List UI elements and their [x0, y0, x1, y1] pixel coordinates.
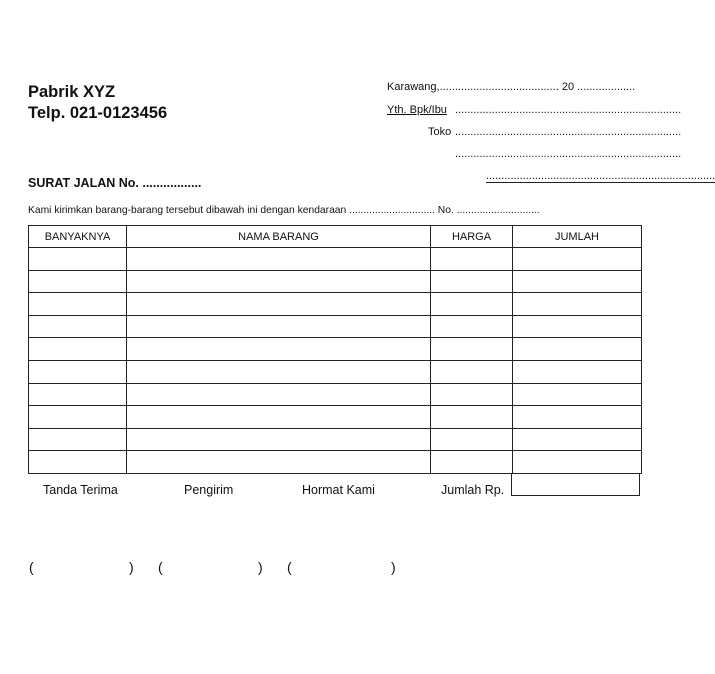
table-cell[interactable] — [127, 360, 431, 383]
document-title: SURAT JALAN No. ................. — [28, 176, 202, 190]
table-cell[interactable] — [29, 338, 127, 361]
jumlah-total-box[interactable] — [511, 474, 640, 496]
signature-open-paren-1: ( — [29, 559, 34, 575]
table-cell[interactable] — [431, 338, 513, 361]
table-row — [29, 315, 642, 338]
signature-open-paren-3: ( — [287, 559, 292, 575]
company-name: Pabrik XYZ — [28, 83, 116, 101]
table-cell[interactable] — [513, 451, 642, 474]
table-row — [29, 406, 642, 429]
signature-open-paren-2: ( — [158, 559, 163, 575]
store-label: Toko — [428, 126, 452, 138]
table-cell[interactable] — [29, 248, 127, 271]
table-cell[interactable] — [29, 428, 127, 451]
table-row — [29, 270, 642, 293]
table-header-row — [29, 226, 642, 248]
table-cell[interactable] — [127, 383, 431, 406]
table-cell[interactable] — [431, 315, 513, 338]
table-cell[interactable] — [127, 428, 431, 451]
table-row — [29, 338, 642, 361]
table-cell[interactable] — [127, 338, 431, 361]
table-cell[interactable] — [431, 428, 513, 451]
table-cell[interactable] — [127, 293, 431, 316]
table-cell[interactable] — [513, 270, 642, 293]
table-cell[interactable] — [29, 406, 127, 429]
table-cell[interactable] — [513, 383, 642, 406]
table-row — [29, 451, 642, 474]
table-cell[interactable] — [127, 270, 431, 293]
table-cell[interactable] — [431, 360, 513, 383]
items-table — [28, 225, 642, 474]
signature-close-paren-2: ) — [258, 559, 263, 575]
table-row — [29, 428, 642, 451]
table-row — [29, 293, 642, 316]
hormat-kami-label: Hormat Kami — [302, 483, 375, 497]
place-date-line: Karawang,....................................... 20 ................... — [387, 81, 636, 93]
signature-close-paren-3: ) — [391, 559, 396, 575]
table-cell[interactable] — [29, 293, 127, 316]
column-header-banyaknya: BANYAKNYA — [29, 226, 127, 248]
recipient-label: Yth. Bpk/Ibu — [387, 104, 447, 116]
table-cell[interactable] — [29, 451, 127, 474]
recipient-dots: .......................................................................... — [455, 104, 682, 116]
table-cell[interactable] — [127, 315, 431, 338]
table-cell[interactable] — [513, 338, 642, 361]
table-cell[interactable] — [431, 383, 513, 406]
table-cell[interactable] — [513, 315, 642, 338]
table-cell[interactable] — [513, 428, 642, 451]
table-cell[interactable] — [513, 406, 642, 429]
table-cell[interactable] — [29, 315, 127, 338]
tanda-terima-label: Tanda Terima — [43, 483, 118, 497]
table-row — [29, 383, 642, 406]
store-dots: .......................................................................... — [455, 126, 682, 138]
table-cell[interactable] — [513, 293, 642, 316]
table-cell[interactable] — [513, 248, 642, 271]
table-cell[interactable] — [29, 383, 127, 406]
pengirim-label: Pengirim — [184, 483, 234, 497]
intro-text: Kami kirimkan barang-barang tersebut dibawah ini dengan kendaraan .............................. No. ............................. — [28, 205, 540, 216]
table-cell[interactable] — [29, 270, 127, 293]
signature-close-paren-1: ) — [129, 559, 134, 575]
address-line-2: ........................................................................... — [486, 170, 715, 182]
table-cell[interactable] — [513, 360, 642, 383]
jumlah-rp-label: Jumlah Rp. — [441, 483, 505, 497]
address-line-1: .......................................................................... — [455, 148, 682, 160]
table-cell[interactable] — [127, 406, 431, 429]
column-header-nama-barang: NAMA BARANG — [127, 226, 431, 248]
table-cell[interactable] — [127, 248, 431, 271]
table-cell[interactable] — [431, 293, 513, 316]
company-phone: Telp. 021-0123456 — [28, 104, 168, 122]
table-row — [29, 360, 642, 383]
table-cell[interactable] — [431, 451, 513, 474]
table-cell[interactable] — [127, 451, 431, 474]
table-cell[interactable] — [431, 406, 513, 429]
table-cell[interactable] — [431, 248, 513, 271]
column-header-harga: HARGA — [431, 226, 513, 248]
column-header-jumlah: JUMLAH — [513, 226, 642, 248]
table-cell[interactable] — [431, 270, 513, 293]
table-row — [29, 248, 642, 271]
table-cell[interactable] — [29, 360, 127, 383]
